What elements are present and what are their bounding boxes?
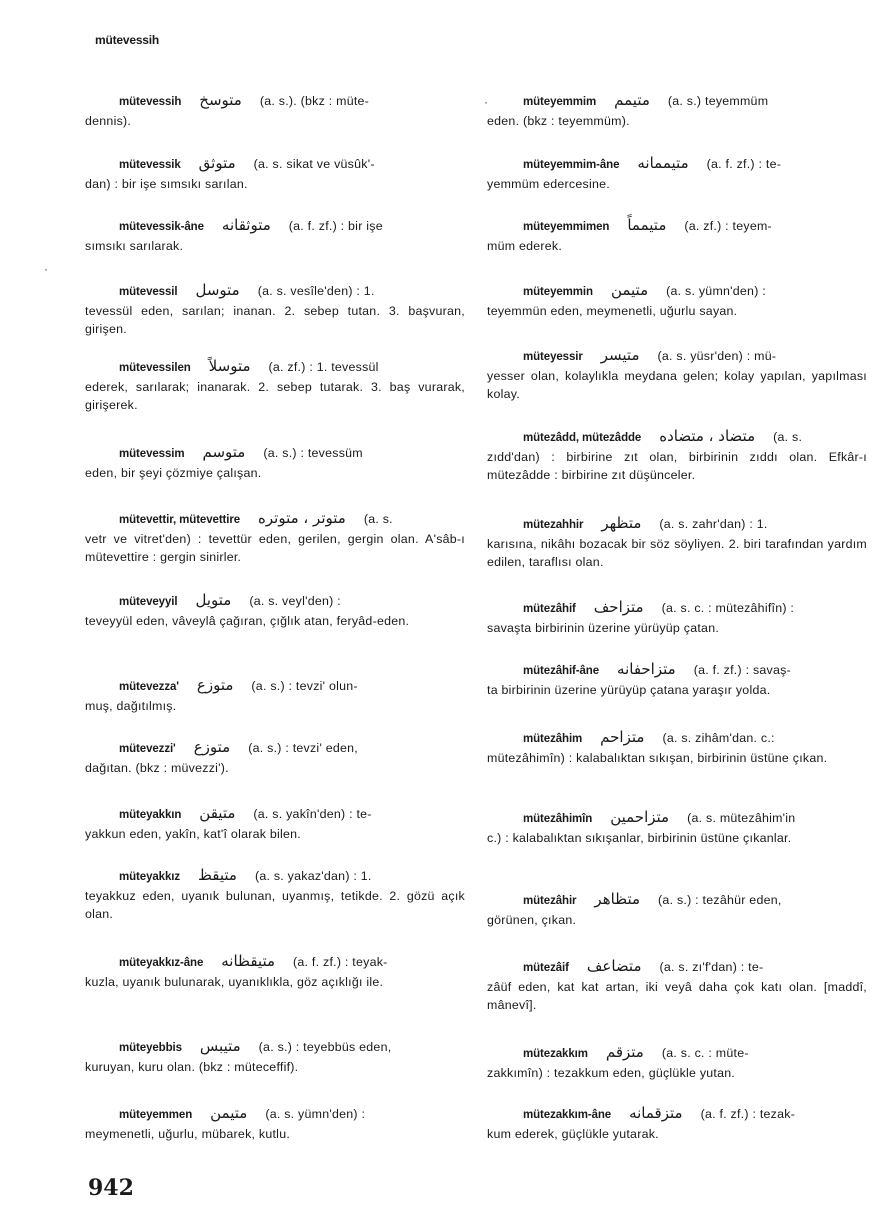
entry-definition: sımsıkı sarılarak. xyxy=(85,238,184,253)
entry-grammar: (a. s.) teyemmüm xyxy=(667,94,769,108)
entry-arabic: متيقظانه xyxy=(221,952,276,970)
entry-arabic: متزاحمين xyxy=(610,808,670,826)
dictionary-entry xyxy=(487,660,867,699)
dictionary-entry xyxy=(487,728,867,767)
entry-arabic: متيمماً xyxy=(627,216,667,234)
dictionary-entry xyxy=(487,91,867,130)
entry-definition: vetr ve vitret'den) : tevettür eden, gerilen, gergin olan. A'sâb-ı mütevettire : gergin sinirler. xyxy=(85,531,465,564)
entry-definition: teveyyül eden, vâveylâ çağıran, çığlık atan, feryâd-eden. xyxy=(85,613,410,628)
entry-grammar: (a. s. yümn'den) : xyxy=(265,1107,366,1121)
entry-arabic: متضاد ، متضاده xyxy=(659,427,756,445)
entry-arabic: متيمم xyxy=(614,91,650,109)
margin-mark: · xyxy=(484,95,488,109)
entry-grammar: (a. f. zf.) : teyak- xyxy=(293,955,388,969)
entry-definition: meymenetli, uğurlu, mübarek, kutlu. xyxy=(85,1126,291,1141)
entry-definition: dağıtan. (bkz : müvezzi'). xyxy=(85,760,229,775)
entry-headword: müteyemmim-âne xyxy=(523,159,620,171)
entry-arabic: متوسلاً xyxy=(208,357,251,375)
entry-grammar: (a. s. mütezâhim'in xyxy=(687,811,796,825)
entry-headword: mütevessik-âne xyxy=(119,221,204,233)
entry-definition: zıdd'dan) : birbirine zıt olan, birbirinin zıddı olan. Efkâr-ı mütezâdde : birbirine zıt düşünceler. xyxy=(487,449,867,482)
entry-headword: mütevessim xyxy=(119,448,185,460)
dictionary-entry xyxy=(487,216,867,255)
entry-headword: mütezâdd, mütezâdde xyxy=(523,432,642,444)
entry-headword: mütezakkım-âne xyxy=(523,1109,612,1121)
entry-arabic: متوسم xyxy=(202,443,246,461)
entry-headword: mütezakkım xyxy=(523,1048,588,1060)
dictionary-entry xyxy=(85,738,465,777)
entry-arabic: متزاحم xyxy=(600,728,645,746)
page-number: 942 xyxy=(88,1175,134,1201)
entry-arabic: متيممانه xyxy=(637,154,689,172)
entry-arabic: متوزع xyxy=(193,738,231,756)
entry-arabic: متويل xyxy=(195,591,232,609)
entry-grammar: (a. s.) : tevessüm xyxy=(263,446,363,460)
entry-grammar: (a. s. c. : mütezâhifîn) : xyxy=(661,601,795,615)
entry-headword: mütevezzi' xyxy=(119,743,176,755)
dictionary-entry xyxy=(85,216,465,255)
entry-arabic: متوسل xyxy=(195,281,240,299)
entry-arabic: متظهر xyxy=(601,514,642,532)
entry-definition: yakkun eden, yakîn, kat'î olarak bilen. xyxy=(85,826,301,841)
entry-headword: mütezâhir xyxy=(523,895,577,907)
entry-definition: görünen, çıkan. xyxy=(487,912,577,927)
entry-definition: c.) : kalabalıktan sıkışanlar, birbirinin üstüne çıkanlar. xyxy=(487,830,792,845)
entry-headword: müteyessir xyxy=(523,351,583,363)
dictionary-entry xyxy=(85,804,465,843)
entry-definition: dan) : bir işe sımsıkı sarılan. xyxy=(85,176,248,191)
entry-grammar: (a. s.) : tevzi' eden, xyxy=(248,741,359,755)
dictionary-entry xyxy=(487,154,867,193)
entry-grammar: (a. s. c. : müte- xyxy=(661,1046,749,1060)
entry-definition: kuruyan, kuru olan. (bkz : müteceffif). xyxy=(85,1059,299,1074)
entry-grammar: (a. s. sikat ve vüsûk'- xyxy=(253,157,375,171)
entry-grammar: (a. f. zf.) : tezak- xyxy=(700,1107,796,1121)
dictionary-entry xyxy=(85,91,465,130)
entry-grammar: (a. s. yümn'den) : xyxy=(666,284,766,298)
entry-headword: müteveyyil xyxy=(119,596,178,608)
dictionary-entry xyxy=(487,346,867,404)
entry-arabic: متضاعف xyxy=(586,957,642,975)
entry-grammar: (a. s.) : teyebbüs eden, xyxy=(258,1040,392,1054)
dictionary-entry xyxy=(85,866,465,924)
entry-definition: karısına, nikâhı bozacak bir söz söyliyen. 2. biri tarafından yardım edilen, taraflısı olan. xyxy=(487,536,867,569)
entry-arabic: متزاحف xyxy=(593,598,644,616)
entry-headword: müteyemmim xyxy=(523,96,597,108)
entry-grammar: (a. zf.) : 1. tevessül xyxy=(268,360,379,374)
entry-definition: zakkımîn) : tezakkum eden, güçlükle yutan. xyxy=(487,1065,736,1080)
dictionary-entry xyxy=(85,509,465,567)
entry-definition: eden, bir şeyi çözmiye çalışan. xyxy=(85,465,262,480)
entry-headword: müteyebbis xyxy=(119,1042,182,1054)
entry-definition: yesser olan, kolaylıkla meydana gelen; kolay yapılan, yapılması kolay. xyxy=(487,368,867,401)
entry-definition: müm ederek. xyxy=(487,238,563,253)
dictionary-entry xyxy=(85,281,465,339)
entry-headword: mütevessil xyxy=(119,286,178,298)
dictionary-entry xyxy=(487,281,867,320)
dictionary-entry xyxy=(85,443,465,482)
dictionary-entry xyxy=(85,1104,465,1143)
entry-definition: kum ederek, güçlükle yutarak. xyxy=(487,1126,659,1141)
entry-headword: mütevessilen xyxy=(119,362,191,374)
dictionary-entry xyxy=(487,598,867,637)
entry-arabic: متزقم xyxy=(605,1043,644,1061)
entry-definition: dennis). xyxy=(85,113,132,128)
entry-arabic: متزاحفانه xyxy=(617,660,676,678)
entry-grammar: (a. s. veyl'den) : xyxy=(249,594,341,608)
entry-arabic: متيقظ xyxy=(198,866,237,884)
entry-grammar: (a. s. yüsr'den) : mü- xyxy=(657,349,777,363)
entry-grammar: (a. s. zahr'dan) : 1. xyxy=(659,517,768,531)
entry-definition: muş, dağıtılmış. xyxy=(85,698,177,713)
margin-mark: · xyxy=(44,262,48,276)
entry-definition: eden. (bkz : teyemmüm). xyxy=(487,113,630,128)
entry-headword: mütevessik xyxy=(119,159,181,171)
dictionary-entry xyxy=(85,591,465,630)
dictionary-entry xyxy=(85,154,465,193)
entry-headword: mütezâhim xyxy=(523,733,583,745)
entry-arabic: متوتر ، متوتره xyxy=(258,509,346,527)
entry-headword: müteyakkız xyxy=(119,871,181,883)
dictionary-entry xyxy=(85,1037,465,1076)
entry-grammar: (a. s. xyxy=(363,512,393,526)
entry-arabic: متوثقانه xyxy=(221,216,271,234)
entry-headword: mütezahhir xyxy=(523,519,584,531)
entry-arabic: متزقمانه xyxy=(629,1104,683,1122)
entry-definition: mütezâhimîn) : kalabalıktan sıkışan, birbirinin üstüne çıkan. xyxy=(487,750,828,765)
entry-grammar: (a. s. zihâm'dan. c.: xyxy=(662,731,775,745)
entry-headword: mütevettir, mütevettire xyxy=(119,514,241,526)
entry-definition: zâüf eden, kat kat artan, iki veyâ daha çok katı olan. [maddî, mânevî]. xyxy=(487,979,867,1012)
entry-grammar: (a. f. zf.) : savaş- xyxy=(693,663,791,677)
entry-definition: ederek, sarılarak; inanarak. 2. sebep tutarak. 3. baş vurarak, girişerek. xyxy=(85,379,465,412)
entry-definition: tevessül eden, sarılan; inanan. 2. sebep tutan. 3. başvuran, girişen. xyxy=(85,303,465,336)
entry-headword: müteyakkız-âne xyxy=(119,957,204,969)
entry-grammar: (a. s. yakîn'den) : te- xyxy=(253,807,372,821)
entry-headword: mütezâhif-âne xyxy=(523,665,600,677)
entry-headword: mütezâhimîn xyxy=(523,813,593,825)
dictionary-entry xyxy=(85,357,465,415)
dictionary-entry xyxy=(487,514,867,572)
entry-arabic: متيمن xyxy=(610,281,649,299)
dictionary-entry xyxy=(487,1104,867,1143)
entry-headword: müteyemmimen xyxy=(523,221,610,233)
dictionary-entry xyxy=(487,1043,867,1082)
entry-grammar: (a. s. vesîle'den) : 1. xyxy=(257,284,375,298)
entry-headword: mütezâif xyxy=(523,962,569,974)
dictionary-entry xyxy=(85,952,465,991)
running-head: mütevessih xyxy=(95,33,160,47)
entry-definition: savaşta birbirinin üzerine yürüyüp çatan. xyxy=(487,620,720,635)
entry-headword: mütevessih xyxy=(119,96,182,108)
dictionary-entry xyxy=(487,957,867,1015)
dictionary-entry xyxy=(487,890,867,929)
entry-definition: kuzla, uyanık bulunarak, uyanıklıkla, göz açıklığı ile. xyxy=(85,974,384,989)
entry-grammar: (a. s. xyxy=(773,430,803,444)
entry-arabic: متوثق xyxy=(198,154,236,172)
entry-headword: müteyemmen xyxy=(119,1109,193,1121)
entry-arabic: متوسخ xyxy=(199,91,242,109)
entry-grammar: (a. s.). (bkz : müte- xyxy=(259,94,370,108)
entry-headword: müteyemmin xyxy=(523,286,593,298)
dictionary-entry xyxy=(85,676,465,715)
entry-headword: mütevezza' xyxy=(119,681,179,693)
dictionary-entry xyxy=(487,808,867,847)
entry-grammar: (a. s.) : tevzi' olun- xyxy=(251,679,358,693)
entry-arabic: متيبس xyxy=(199,1037,241,1055)
entry-headword: mütezâhif xyxy=(523,603,576,615)
entry-arabic: متظاهر xyxy=(594,890,641,908)
entry-grammar: (a. s. yakaz'dan) : 1. xyxy=(254,869,372,883)
entry-definition: yemmüm edercesine. xyxy=(487,176,610,191)
dictionary-entry xyxy=(487,427,867,485)
entry-headword: müteyakkın xyxy=(119,809,182,821)
entry-arabic: متيقن xyxy=(199,804,236,822)
entry-grammar: (a. zf.) : teyem- xyxy=(684,219,772,233)
entry-arabic: متيمن xyxy=(210,1104,248,1122)
entry-grammar: (a. f. zf.) : bir işe xyxy=(288,219,383,233)
entry-grammar: (a. s.) : tezâhür eden, xyxy=(658,893,782,907)
entry-arabic: متيسر xyxy=(600,346,640,364)
entry-grammar: (a. s. zı'f'dan) : te- xyxy=(659,960,764,974)
entry-definition: ta birbirinin üzerine yürüyüp çatana yaraşır yolda. xyxy=(487,682,771,697)
entry-definition: teyakkuz eden, uyanık bulunan, uyanmış, tetikde. 2. gözü açık olan. xyxy=(85,888,465,921)
entry-grammar: (a. f. zf.) : te- xyxy=(706,157,782,171)
entry-arabic: متوزع xyxy=(196,676,234,694)
entry-definition: teyemmün eden, meymenetli, uğurlu sayan. xyxy=(487,303,738,318)
